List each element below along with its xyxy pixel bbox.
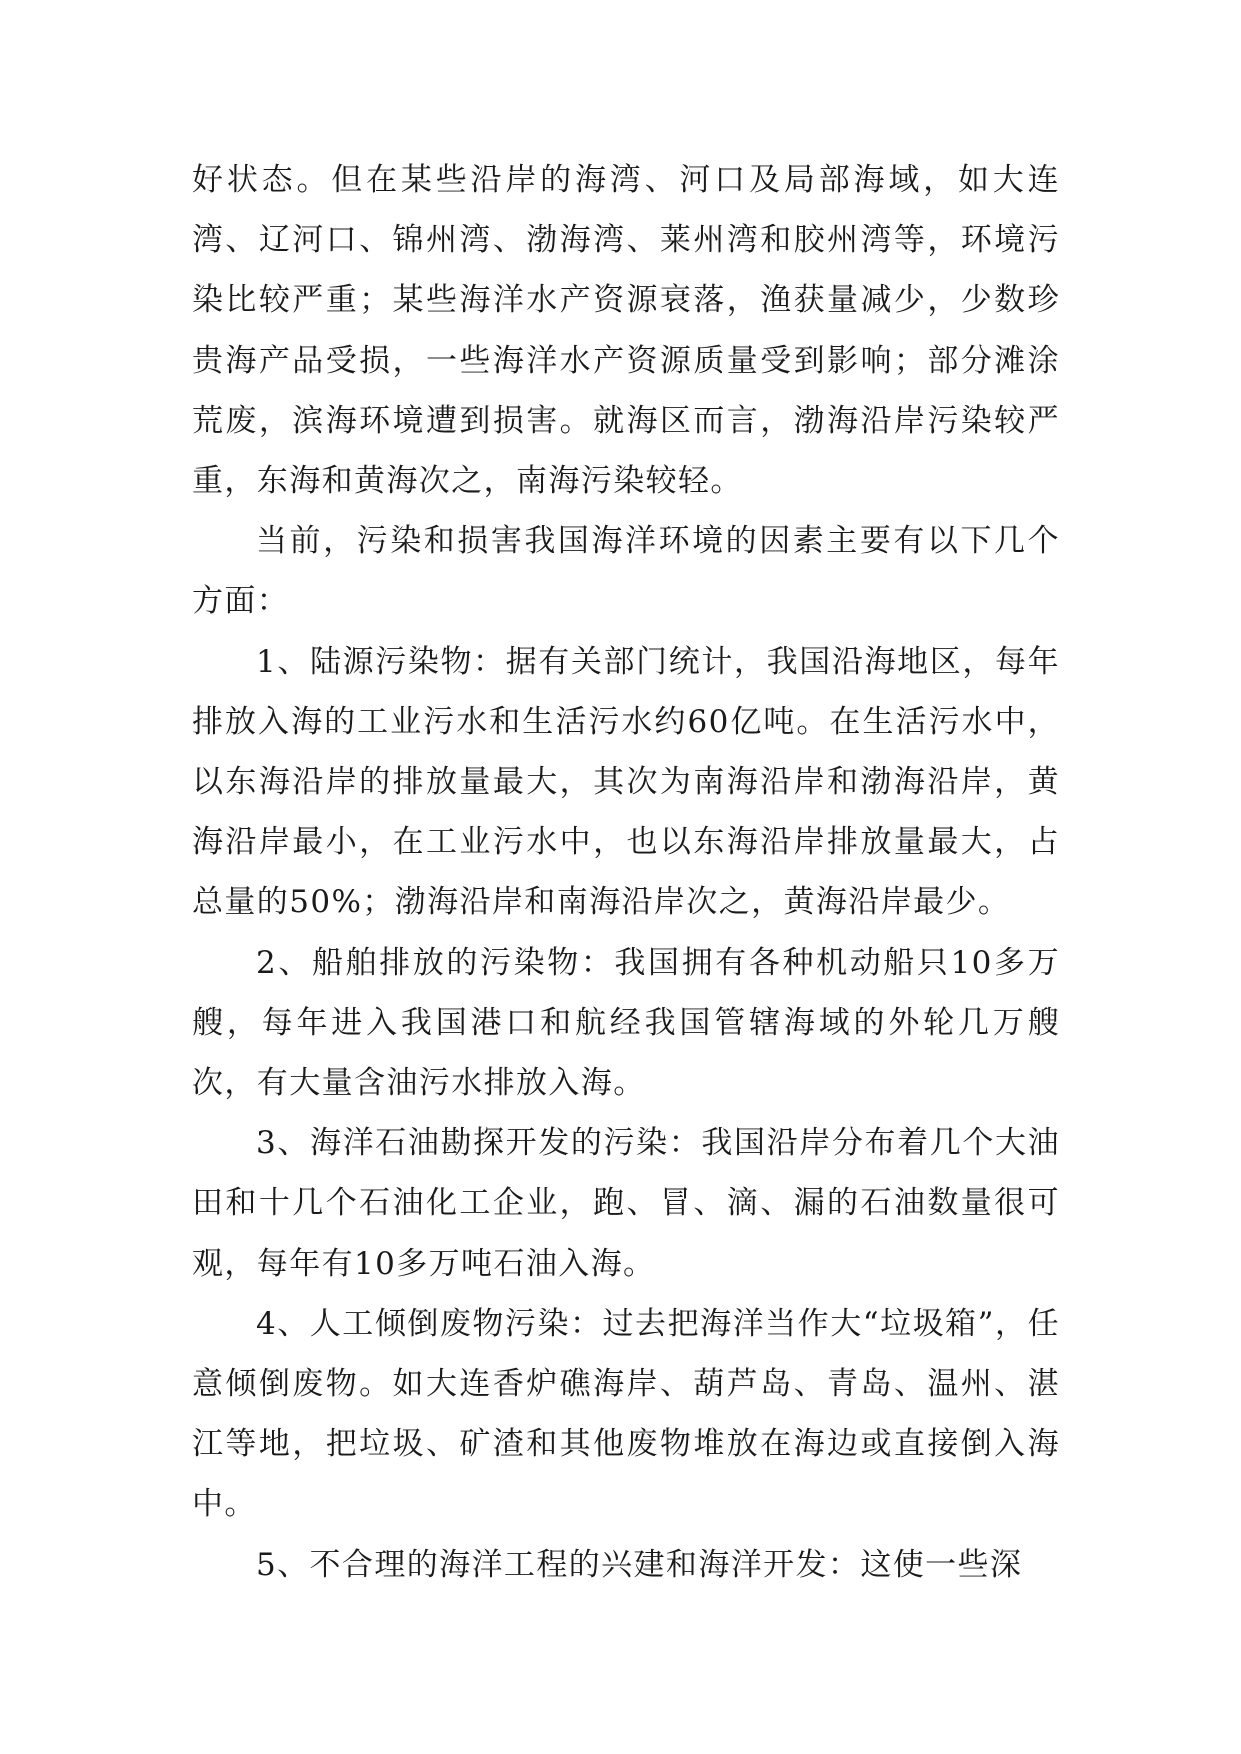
- paragraph-item-2: 2、船舶排放的污染物：我国拥有各种机动船只10多万艘，每年进入我国港口和航经我国管辖海域的外轮几万艘次，有大量含油污水排放入海。: [192, 944, 1060, 1102]
- paragraph-item-4: 4、人工倾倒废物污染：过去把海洋当作大“垃圾箱”，任意倾倒废物。如大连香炉礁海岸、葫芦岛、青岛、温州、湛江等地，把垃圾、矿渣和其他废物堆放在海边或直接倒入海中。: [192, 1305, 1060, 1523]
- paragraph-continuation: 好状态。但在某些沿岸的海湾、河口及局部海域，如大连湾、辽河口、锦州湾、渤海湾、莱州湾和胶州湾等，环境污染比较严重；某些海洋水产资源衰落，渔获量减少，少数珍贵海产品受损，一些海洋水产资源质量受到影响；部分滩涂荒废，滨海环境遭到损害。就海区而言，渤海沿岸污染较严重，东海和黄海次之，南海污染较轻。: [192, 162, 1060, 500]
- paragraph-intro: 当前，污染和损害我国海洋环境的因素主要有以下几个方面：: [192, 523, 1060, 620]
- paragraph-item-5: 5、不合理的海洋工程的兴建和海洋开发：这使一些深: [256, 1546, 1023, 1583]
- paragraph-item-1: 1、陆源污染物：据有关部门统计，我国沿海地区，每年排放入海的工业污水和生活污水约60亿吨。在生活污水中，以东海沿岸的排放量最大，其次为南海沿岸和渤海沿岸，黄海沿岸最小，在工业污水中，也以东海沿岸排放量最大，占总量的50%；渤海沿岸和南海沿岸次之，黄海沿岸最少。: [192, 643, 1060, 921]
- paragraph-item-3: 3、海洋石油勘探开发的污染：我国沿岸分布着几个大油田和十几个石油化工企业，跑、冒、滴、漏的石油数量很可观，每年有10多万吨石油入海。: [192, 1125, 1060, 1282]
- document-body: [192, 150, 1060, 1595]
